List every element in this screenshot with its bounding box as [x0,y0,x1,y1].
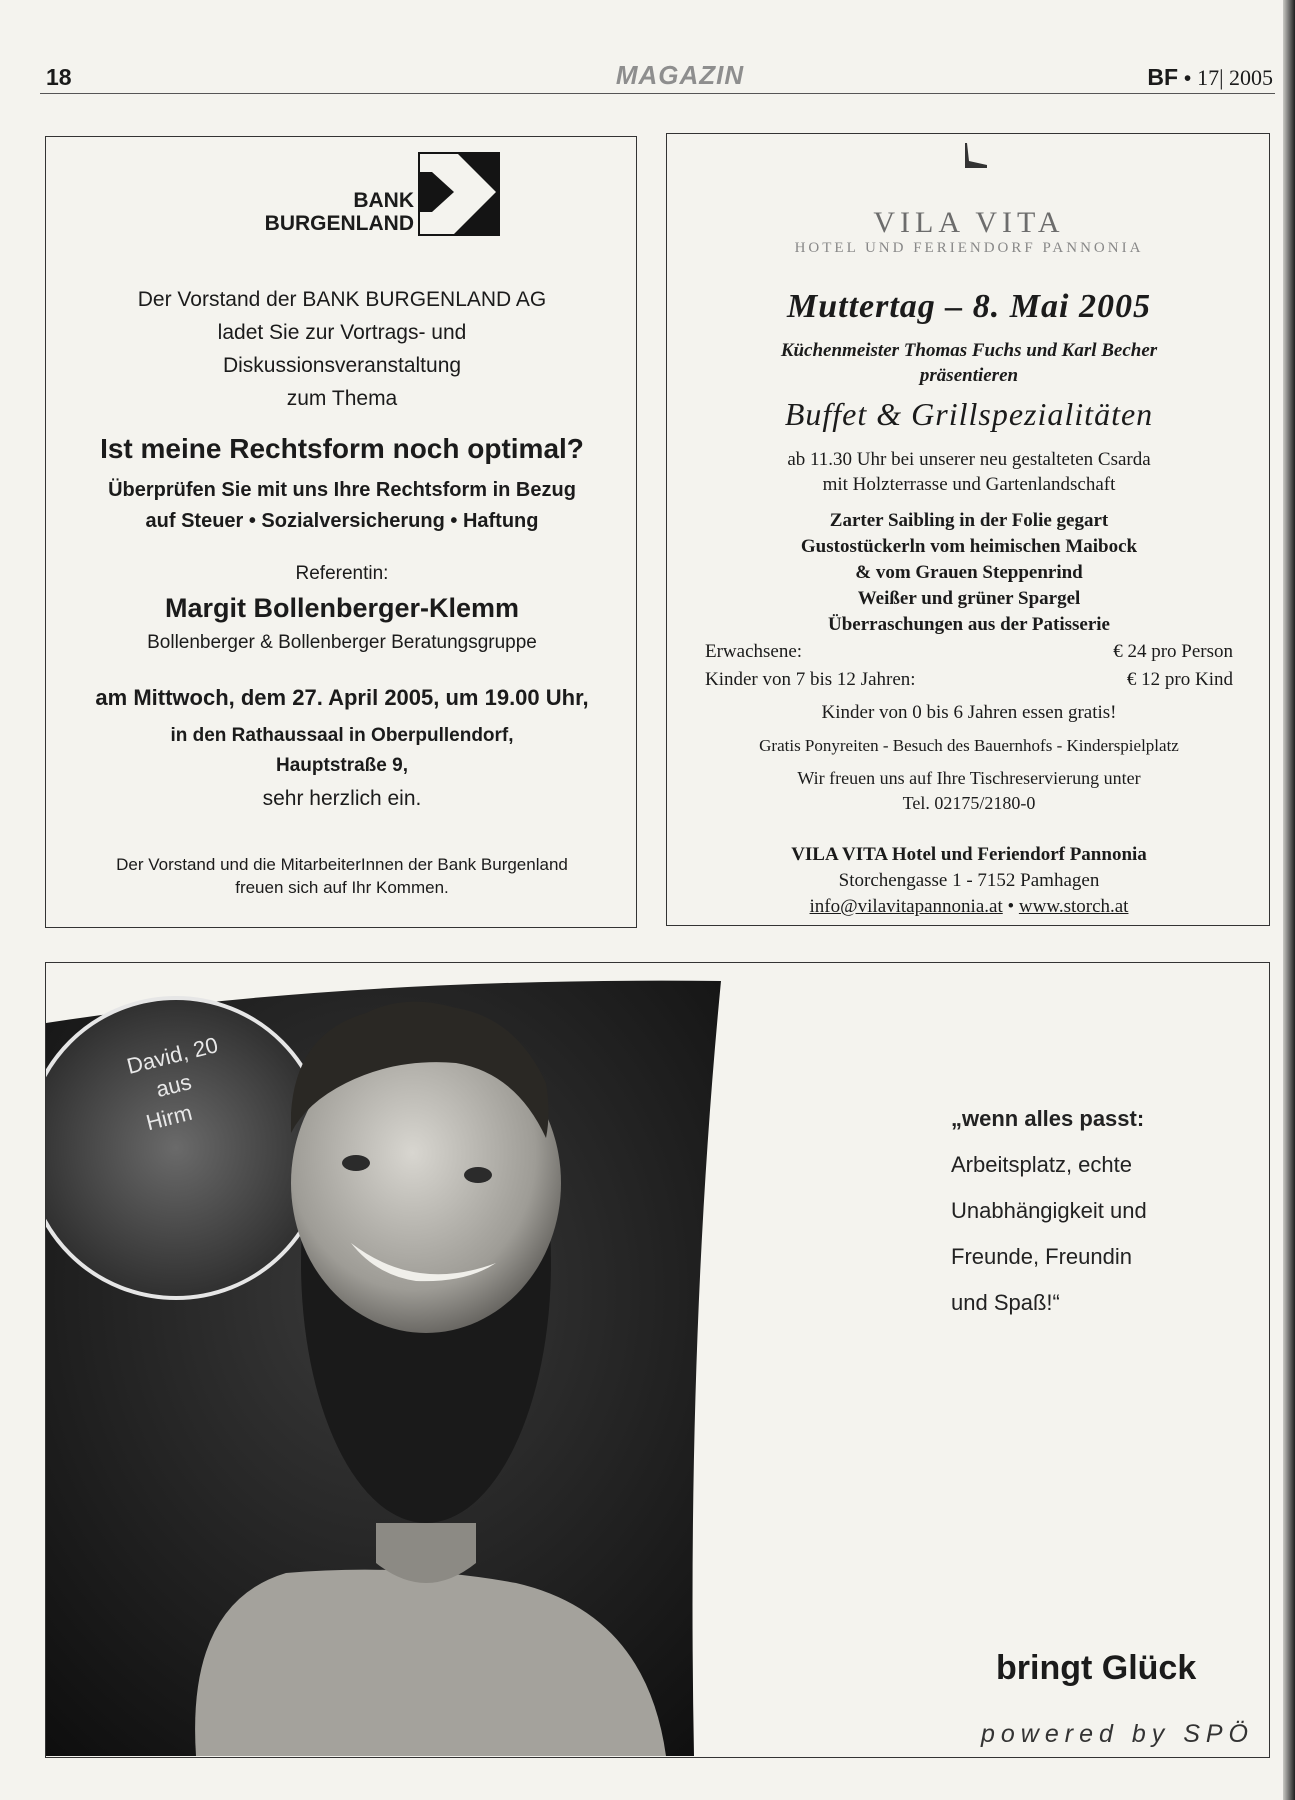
event-date: am Mittwoch, dem 27. April 2005, um 19.00 Uhr, [95,685,589,710]
page-number: 18 [46,64,72,90]
price-row-kids [705,669,1233,691]
bank-subline: auf Steuer • Sozialversicherung • Haftung [145,510,539,532]
bank-intro-line: Der Vorstand der BANK BURGENLAND AG [137,288,547,311]
spo-quote [951,1096,1147,1326]
badge-line: David, 20 [124,1032,221,1079]
badge-line: Hirm [143,1099,195,1136]
price-label: Kinder von 7 bis 12 Jahren: [705,669,916,690]
bank-intro-line: Diskussionsveranstaltung [222,354,462,377]
vila-phone: Tel. 02175/2180-0 [902,793,1036,813]
portrait-photo [46,963,736,1756]
vila-website-link[interactable]: www.storch.at [1018,896,1129,917]
bank-logo-text [196,189,414,235]
vila-menu [667,508,1271,638]
bank-subheadline [46,475,638,537]
event-invite: sehr herzlich ein. [262,787,422,810]
menu-item: & vom Grauen Steppenrind [855,562,1083,583]
spo-powered-by: powered by SPÖ [981,1720,1254,1748]
bank-burgenland-ad [45,136,637,928]
issue-number: 17| 2005 [1197,65,1273,90]
vila-hotel-name: VILA VITA Hotel und Feriendorf Pannonia [791,844,1147,865]
price-value: € 24 pro Person [1113,641,1233,662]
bank-intro-line: ladet Sie zur Vortrags- und [217,321,467,344]
bank-intro-line: zum Thema [286,387,398,410]
vila-buffet-heading: Buffet & Grillspezialitäten [784,396,1154,432]
quote-line: Arbeitsplatz, echte [951,1152,1132,1177]
vila-address: Storchengasse 1 - 7152 Pamhagen [838,870,1100,891]
quote-line: „wenn alles passt: [951,1106,1145,1131]
page-edge-shadow [1283,0,1295,1800]
bank-logo-line1: BANK [353,189,414,212]
section-title: MAGAZIN [615,60,745,90]
menu-item: Gustostückerln vom heimischen Maibock [800,536,1138,557]
menu-item: Zarter Saibling in der Folie gegart [829,510,1109,531]
spo-slogan: bringt Glück [996,1649,1197,1687]
vila-time-line: ab 11.30 Uhr bei unserer neu gestalteten Csarda [787,449,1151,470]
badge-line: aus [153,1069,194,1102]
bank-subline: Überprüfen Sie mit uns Ihre Rechtsform in Bezug [108,479,576,501]
vila-chefs-line: präsentieren [919,365,1019,386]
spo-ad [45,962,1270,1758]
vila-time [667,447,1271,497]
price-row-adult [705,641,1233,663]
vila-links [667,896,1271,918]
speaker-name: Margit Bollenberger-Klemm [164,593,520,623]
vila-reservation-line: Wir freuen uns auf Ihre Tischreservierung unter [797,768,1141,788]
quote-line: Freunde, Freundin [951,1244,1132,1269]
vila-chefs [667,338,1271,388]
speaker-label: Referentin: [295,563,389,584]
vila-vita-logo-icon [961,141,991,171]
vila-extras: Gratis Ponyreiten - Besuch des Bauernhofs - Kinderspielplatz [759,736,1179,755]
bank-footer [46,853,638,899]
quote-line: und Spaß!“ [951,1290,1060,1315]
event-place [46,721,638,781]
vila-time-line: mit Holzterrasse und Gartenlandschaft [822,474,1116,495]
bank-logo-icon [418,152,500,236]
publication-name: BF [1147,64,1179,90]
bank-logo-line2: BURGENLAND [264,212,414,235]
vila-chefs-line: Küchenmeister Thomas Fuchs und Karl Becher [780,340,1158,361]
menu-item: Weißer und grüner Spargel [857,588,1081,609]
issue-info [1147,64,1273,91]
header-separator: • [1183,67,1192,90]
quote-line: Unabhängigkeit und [951,1198,1147,1223]
price-value: € 12 pro Kind [1126,669,1233,690]
event-place-line: in den Rathaussaal in Oberpullendorf, [170,725,514,746]
vila-email-link[interactable]: info@vilavitapannonia.at [809,896,1003,917]
bank-footer-line: freuen sich auf Ihr Kommen. [235,878,449,897]
bank-headline: Ist meine Rechtsform noch optimal? [100,433,584,464]
vila-title: Muttertag – 8. Mai 2005 [787,288,1151,325]
menu-item: Überraschungen aus der Patisserie [828,614,1110,635]
vila-vita-ad [666,133,1270,926]
bank-footer-line: Der Vorstand und die MitarbeiterInnen der Bank Burgenland [116,855,568,874]
vila-vita-brand: VILA VITA [873,206,1065,239]
speaker-organization: Bollenberger & Bollenberger Beratungsgruppe [147,632,537,653]
header-rule [40,93,1275,94]
price-label: Erwachsene: [705,641,803,662]
links-separator: • [1007,896,1015,917]
vila-vita-brand-sub: HOTEL UND FERIENDORF PANNONIA [794,240,1144,256]
vila-reservation [667,766,1271,816]
vila-kids-free: Kinder von 0 bis 6 Jahren essen gratis! [821,702,1117,723]
event-place-line: Hauptstraße 9, [276,755,408,776]
bank-intro [46,283,638,415]
